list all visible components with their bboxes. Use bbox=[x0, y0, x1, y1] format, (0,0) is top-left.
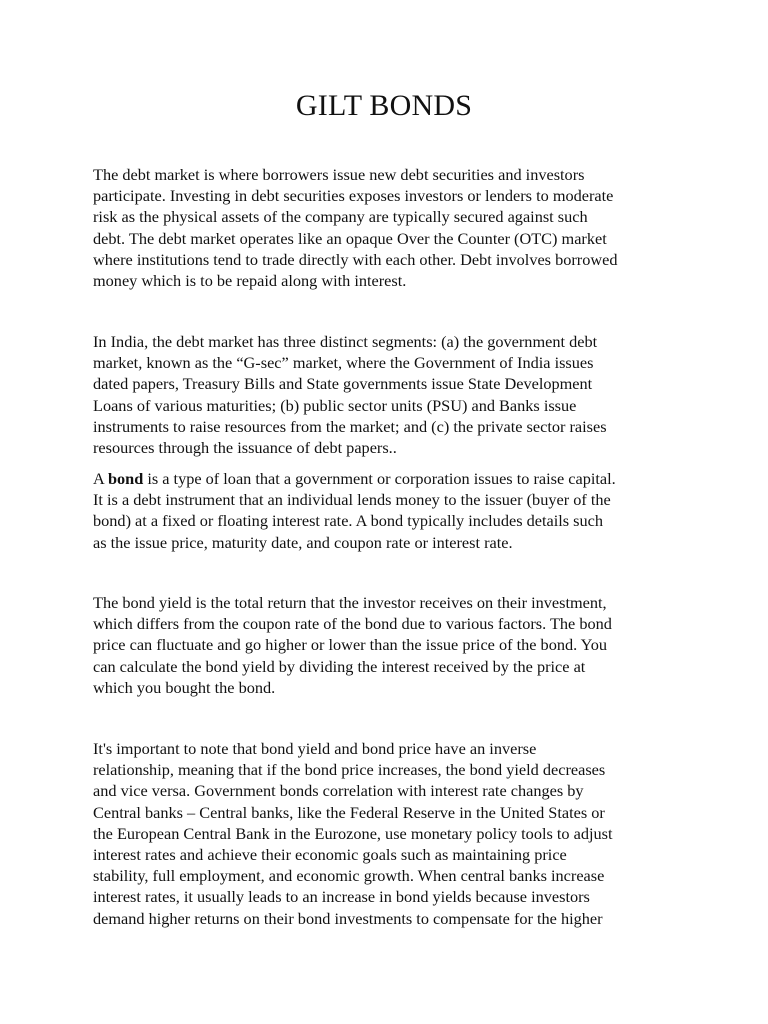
text-line: dated papers, Treasury Bills and State governments issue State Development bbox=[93, 374, 593, 394]
text-line: Loans of various maturities; (b) public sector units (PSU) and Banks issue bbox=[93, 395, 577, 415]
text-fragment: is a type of loan that a government or corporation issues to raise capital. bbox=[143, 469, 616, 488]
text-line: interest rates and achieve their economic goals such as maintaining price bbox=[93, 845, 567, 865]
text-line: market, known as the “G-sec” market, where the Government of India issues bbox=[93, 353, 594, 373]
text-line: demand higher returns on their bond investments to compensate for the higher bbox=[93, 908, 603, 928]
text-line: instruments to raise resources from the market; and (c) the private sector raises bbox=[93, 416, 607, 436]
text-line: stability, full employment, and economic growth. When central banks increase bbox=[93, 866, 605, 886]
text-fragment: A bbox=[93, 469, 108, 488]
text-line: In India, the debt market has three distinct segments: (a) the government debt bbox=[93, 332, 598, 351]
text-line bbox=[93, 468, 683, 489]
page-title: GILT BONDS bbox=[295, 89, 473, 122]
text-line: relationship, meaning that if the bond price increases, the bond yield decreases bbox=[93, 760, 606, 780]
text-line: which you bought the bond. bbox=[93, 677, 276, 697]
text-line: can calculate the bond yield by dividing the interest received by the price at bbox=[93, 656, 586, 676]
text-line: resources through the issuance of debt papers.. bbox=[93, 438, 397, 458]
text-line: The debt market is where borrowers issue new debt securities and investors bbox=[93, 165, 585, 184]
text-line: risk as the physical assets of the company are typically secured against such bbox=[93, 207, 588, 227]
paragraph-bond-definition bbox=[93, 468, 683, 553]
text-line: price can fluctuate and go higher or lower than the issue price of the bond. You bbox=[93, 635, 608, 655]
text-line: bond) at a fixed or floating interest rate. A bond typically includes details such bbox=[93, 511, 604, 531]
text-line: the European Central Bank in the Eurozone, use monetary policy tools to adjust bbox=[93, 823, 613, 843]
paragraph-inverse-relationship bbox=[93, 738, 683, 929]
text-line: and vice versa. Government bonds correlation with interest rate changes by bbox=[93, 781, 584, 801]
text-line: money which is to be repaid along with interest. bbox=[93, 271, 407, 291]
text-line: where institutions tend to trade directly with each other. Debt involves borrowed bbox=[93, 249, 618, 269]
text-line: participate. Investing in debt securities exposes investors or lenders to moderate bbox=[93, 186, 614, 206]
paragraph-india-segments bbox=[93, 331, 683, 458]
paragraph-bond-yield bbox=[93, 592, 683, 698]
text-line: The bond yield is the total return that the investor receives on their investment, bbox=[93, 593, 607, 612]
text-line: It's important to note that bond yield and bond price have an inverse bbox=[93, 739, 537, 758]
text-line: It is a debt instrument that an individual lends money to the issuer (buyer of the bbox=[93, 490, 611, 510]
paragraph-debt-market bbox=[93, 164, 683, 291]
bold-term-bond: bond bbox=[107, 469, 144, 488]
text-line: as the issue price, maturity date, and coupon rate or interest rate. bbox=[93, 532, 513, 552]
text-line: which differs from the coupon rate of the bond due to various factors. The bond bbox=[93, 614, 612, 634]
text-line: Central banks – Central banks, like the Federal Reserve in the United States or bbox=[93, 802, 605, 822]
text-line: interest rates, it usually leads to an increase in bond yields because investors bbox=[93, 887, 590, 907]
text-line: debt. The debt market operates like an opaque Over the Counter (OTC) market bbox=[93, 228, 607, 248]
